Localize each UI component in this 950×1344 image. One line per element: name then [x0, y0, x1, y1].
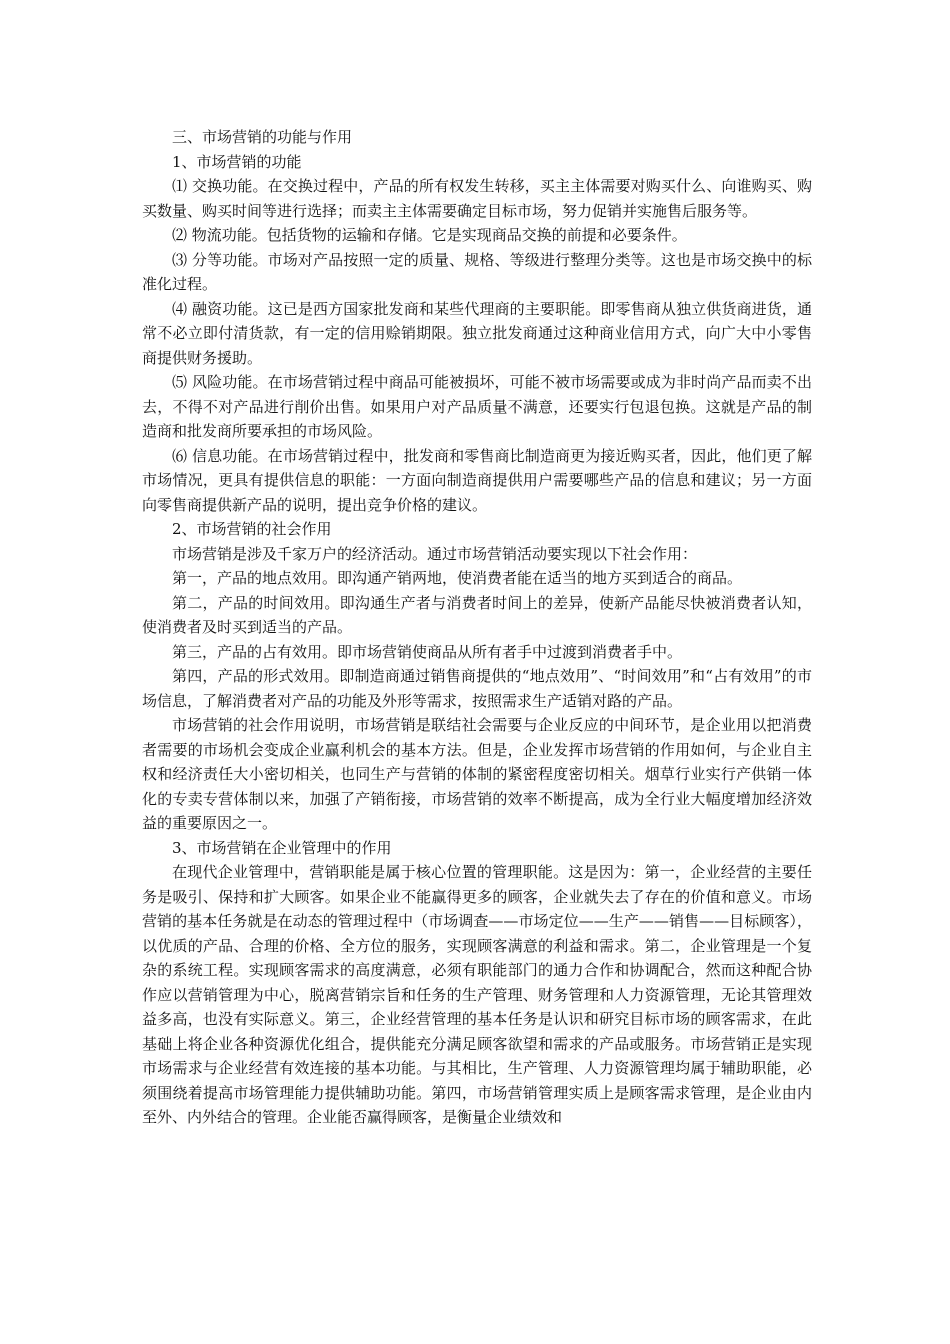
social-paragraph: 第一，产品的地点效用。即沟通产销两地，使消费者能在适当的地方买到适合的商品。 [172, 569, 743, 587]
subsection-title-management: 3、市场营销在企业管理中的作用 [172, 838, 392, 857]
function-paragraph: ⑴ 交换功能。在交换过程中，产品的所有权发生转移，买主主体需要对购买什么、向谁购买、购买数量、购买时间等进行选择；而卖主主体需要确定目标市场，努力促销并实施售后服务等。 [142, 177, 812, 220]
subsection-title-functions: 1、市场营销的功能 [172, 152, 302, 171]
social-paragraph: 市场营销的社会作用说明，市场营销是联结社会需要与企业反应的中间环节，是企业用以把消费者需要的市场机会变成企业赢利机会的基本方法。但是，企业发挥市场营销的作用如何，与企业自主权和经济责任大小密切相关，也同生产与营销的体制的紧密程度密切相关。烟草行业实行产供销一体化的专卖专营体制以来，加强了产销衔接，市场营销的效率不断提高，成为全行业大幅度增加经济效益的重要原因之一。 [142, 716, 812, 832]
function-paragraph: ⑵ 物流功能。包括货物的运输和存储。它是实现商品交换的前提和必要条件。 [172, 226, 687, 244]
function-paragraph: ⑹ 信息功能。在市场营销过程中，批发商和零售商比制造商更为接近购买者，因此，他们更了解市场情况，更具有提供信息的职能：一方面向制造商提供用户需要哪些产品的信息和建议；另一方面向零售商提供新产品的说明，提出竞争价格的建议。 [142, 446, 812, 514]
function-paragraph: ⑷ 融资功能。这已是西方国家批发商和某些代理商的主要职能。即零售商从独立供货商进货，通常不必立即付清货款，有一定的信用赊销期限。独立批发商通过这种商业信用方式，向广大中小零售商提供财务援助。 [142, 299, 812, 367]
section-title: 三、市场营销的功能与作用 [172, 128, 353, 146]
management-paragraph: 在现代企业管理中，营销职能是属于核心位置的管理职能。这是因为：第一，企业经营的主要任务是吸引、保持和扩大顾客。如果企业不能赢得更多的顾客，企业就失去了存在的价值和意义。市场营销的基本任务就是在动态的管理过程中（市场调查——市场定位——生产——销售——目标顾客），以优质的产品、合理的价格、全方位的服务，实现顾客满意的利益和需求。第二，企业管理是一个复杂的系统工程。实现顾客需求的高度满意，必须有职能部门的通力合作和协调配合，然而这种配合协作应以营销管理为中心，脱离营销宗旨和任务的生产管理、财务管理和人力资源管理，无论其管理效益多高，也没有实际意义。第三，企业经营管理的基本任务是认识和研究目标市场的顾客需求，在此基础上将企业各种资源优化组合，提供能充分满足顾客欲望和需求的产品或服务。市场营销正是实现市场需求与企业经营有效连接的基本功能。与其相比，生产管理、人力资源管理均属于辅助职能，必须围绕着提高市场管理能力提供辅助功能。第四，市场营销管理实质上是顾客需求管理，是企业由内至外、内外结合的管理。企业能否赢得顾客，是衡量企业绩效和 [142, 863, 812, 1126]
subsection-title-social: 2、市场营销的社会作用 [172, 520, 332, 538]
social-paragraph: 第三，产品的占有效用。即市场营销使商品从所有者手中过渡到消费者手中。 [172, 642, 683, 661]
social-paragraph: 市场营销是涉及千家万户的经济活动。通过市场营销活动要实现以下社会作用： [172, 544, 698, 563]
document-page [142, 125, 812, 1130]
function-paragraph: ⑸ 风险功能。在市场营销过程中商品可能被损坏，可能不被市场需要或成为非时尚产品而卖不出去，不得不对产品进行削价出售。如果用户对产品质量不满意，还要实行包退包换。这就是产品的制造商和批发商所要承担的市场风险。 [142, 373, 812, 440]
social-paragraph: 第四，产品的形式效用。即制造商通过销售商提供的“地点效用”、“时间效用”和“占有效用”的市场信息，了解消费者对产品的功能及外形等需求，按照需求生产适销对路的产品。 [142, 667, 812, 710]
social-paragraph: 第二，产品的时间效用。即沟通生产者与消费者时间上的差异，使新产品能尽快被消费者认知，使消费者及时买到适当的产品。 [142, 593, 812, 636]
function-paragraph: ⑶ 分等功能。市场对产品按照一定的质量、规格、等级进行整理分类等。这也是市场交换中的标准化过程。 [142, 250, 812, 293]
